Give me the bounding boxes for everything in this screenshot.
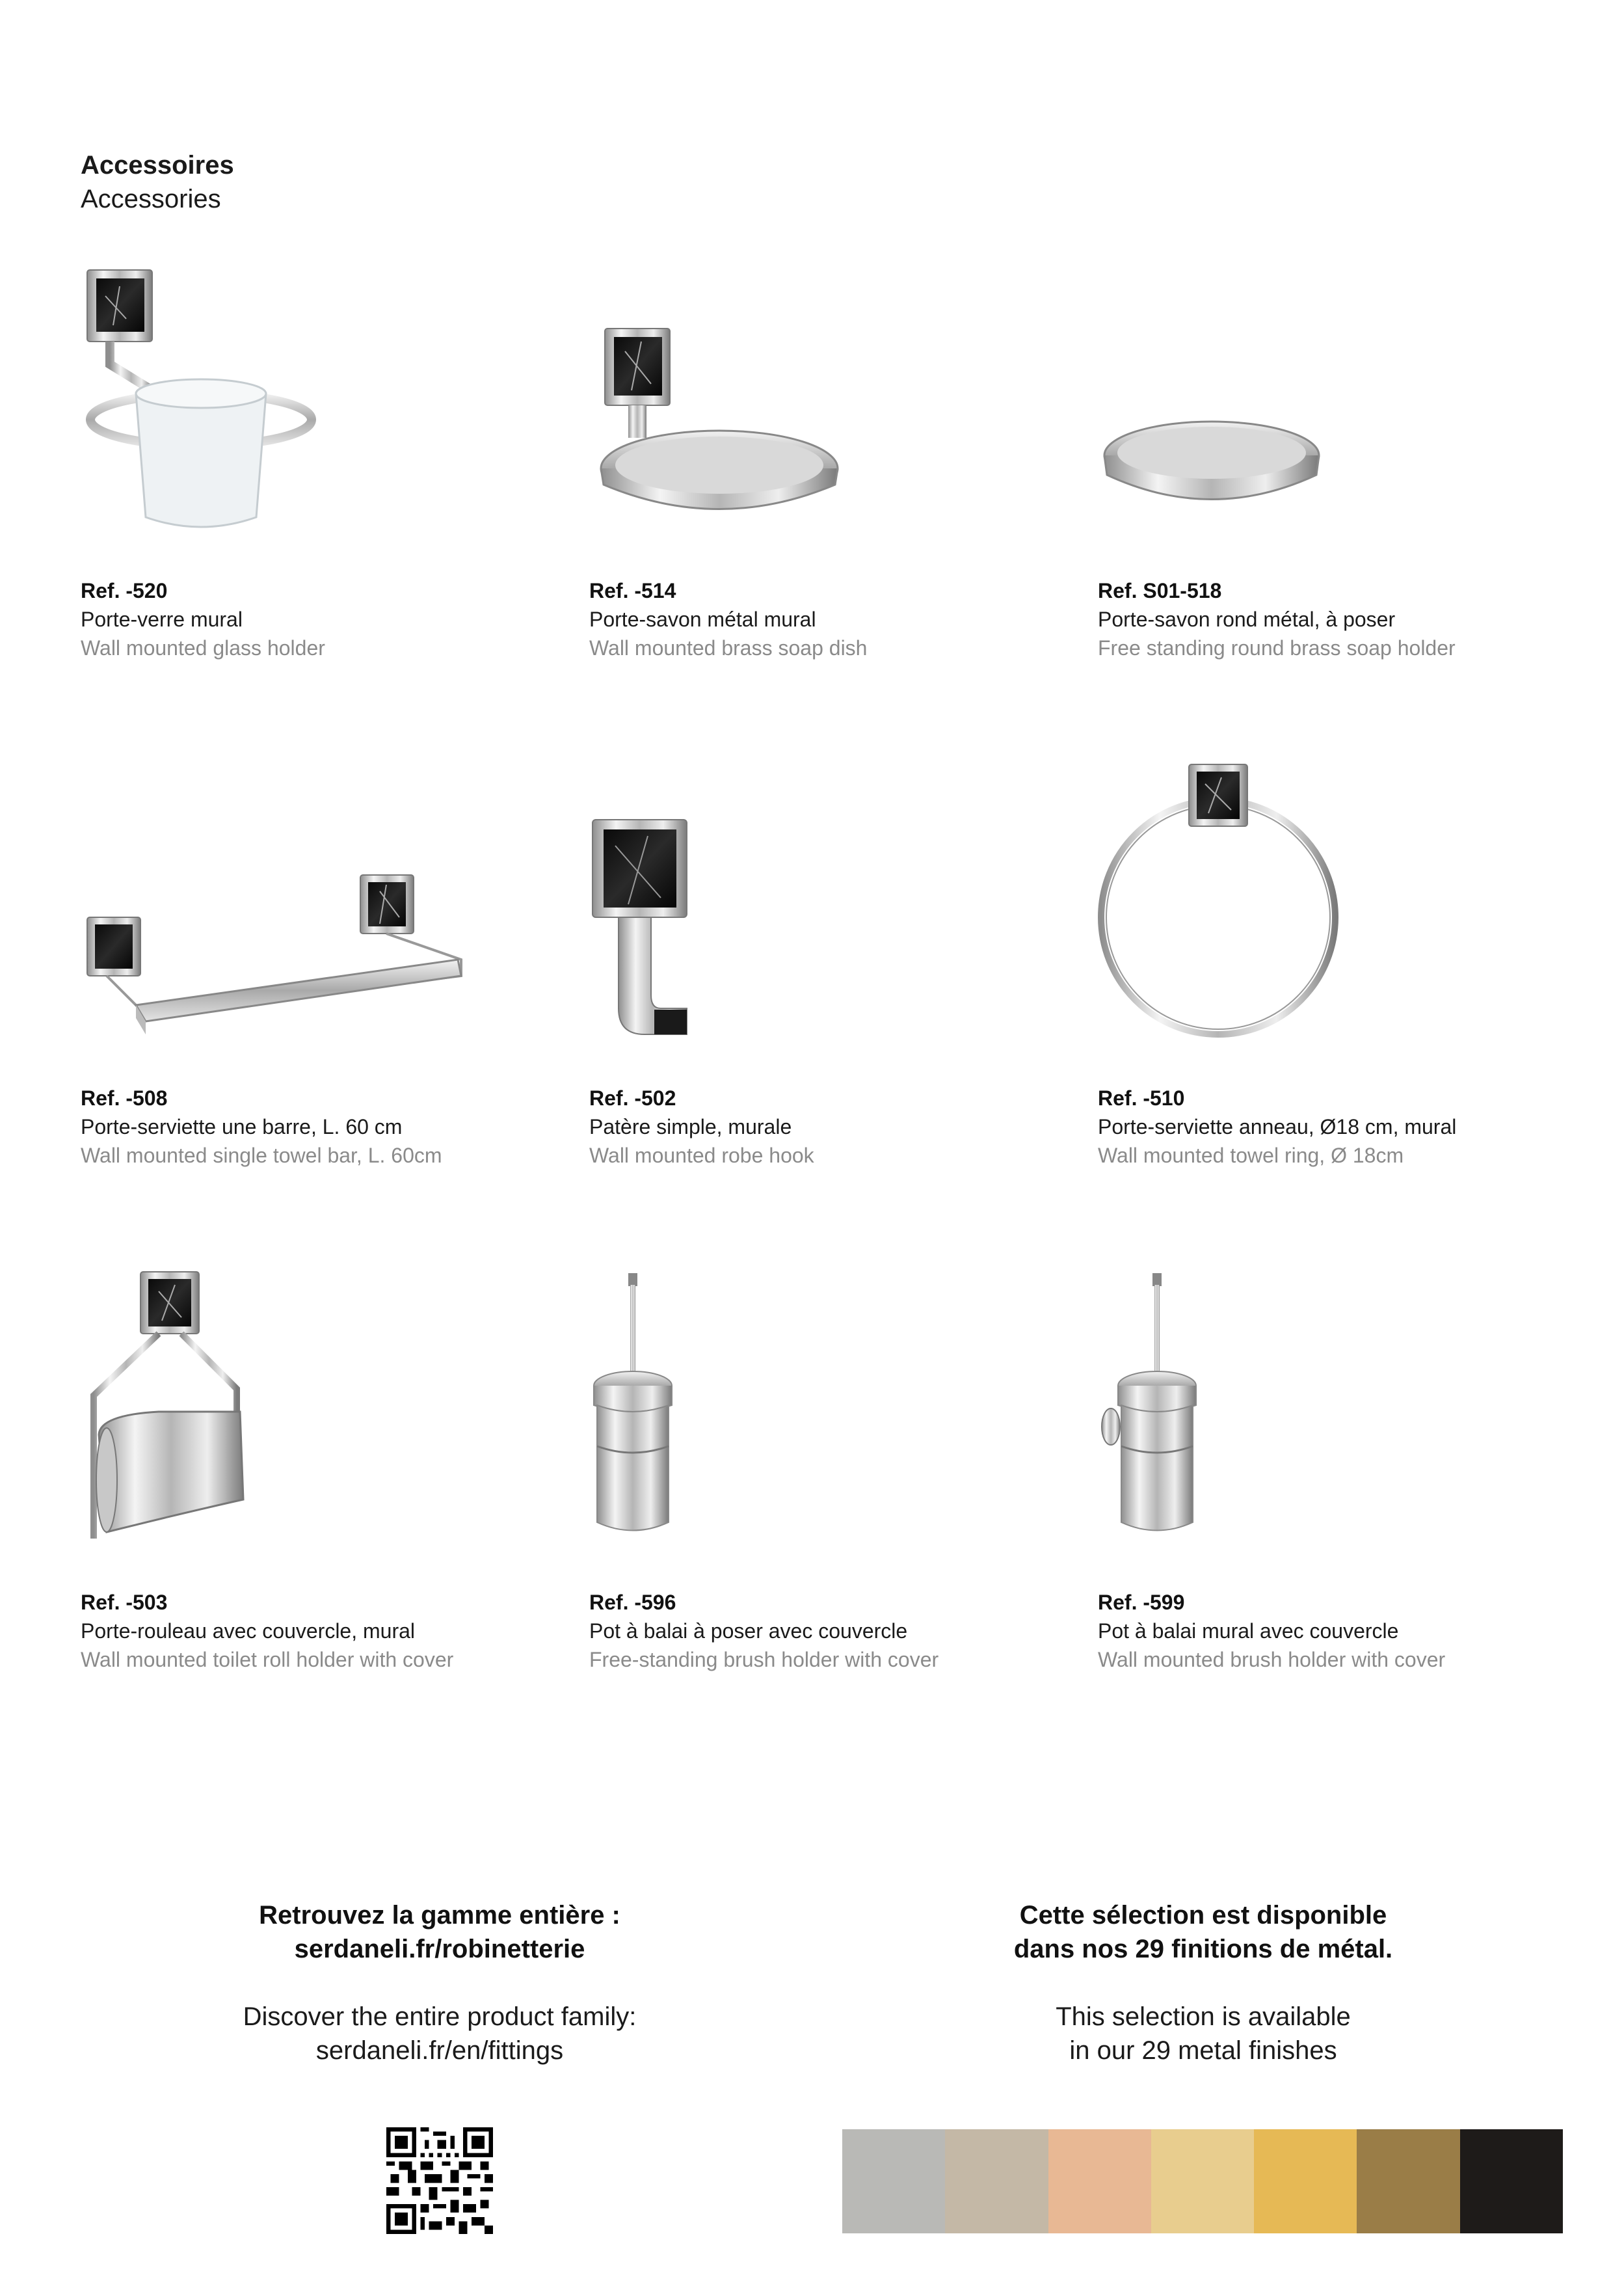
footer-range-fr-link[interactable]: serdaneli.fr/robinetterie <box>294 1935 585 1963</box>
product-name-en: Wall mounted brush holder with cover <box>1098 1648 1446 1671</box>
finish-swatch-2 <box>945 2129 1048 2233</box>
product-caption <box>81 576 325 662</box>
product-image-towel-bar <box>81 761 549 1047</box>
product-name-fr: Porte-savon métal mural <box>589 608 816 631</box>
product-name-en: Wall mounted towel ring, Ø 18cm <box>1098 1144 1404 1167</box>
product-ref: Ref. -514 <box>589 579 676 602</box>
product-image-round-soap-holder <box>1098 260 1566 540</box>
product-name-en: Wall mounted single towel bar, L. 60cm <box>81 1144 442 1167</box>
footer-range-en-link[interactable]: serdaneli.fr/en/fittings <box>315 2036 564 2065</box>
product-caption <box>589 1084 814 1170</box>
product-name-en: Wall mounted robe hook <box>589 1144 814 1167</box>
product-ref: Ref. -599 <box>1098 1591 1185 1614</box>
qr-code[interactable] <box>386 2127 493 2234</box>
page-title-fr: Accessoires <box>81 151 234 180</box>
product-ref: Ref. -520 <box>81 579 168 602</box>
product-caption <box>1098 1084 1456 1170</box>
product-name-en: Wall mounted toilet roll holder with cover <box>81 1648 454 1671</box>
finish-swatch-3 <box>1048 2129 1151 2233</box>
product-caption <box>589 1588 938 1674</box>
footer-finishes-en-line1: This selection is available <box>1056 2002 1351 2031</box>
finish-swatches <box>842 2129 1563 2233</box>
product-image-soap-dish <box>589 260 1058 540</box>
product-ref: Ref. S01-518 <box>1098 579 1222 602</box>
product-ref: Ref. -502 <box>589 1086 676 1110</box>
footer-range-fr-line1: Retrouvez la gamme entière : <box>259 1901 620 1930</box>
product-image-towel-ring <box>1098 761 1566 1047</box>
product-name-fr: Porte-rouleau avec couvercle, mural <box>81 1619 416 1643</box>
finish-swatch-6 <box>1357 2129 1459 2233</box>
product-caption <box>81 1588 453 1674</box>
product-ref: Ref. -508 <box>81 1086 168 1110</box>
product-ref: Ref. -503 <box>81 1591 168 1614</box>
footer-finishes-note <box>911 1898 1496 2067</box>
product-caption <box>1098 576 1456 662</box>
product-name-en: Wall mounted glass holder <box>81 636 325 660</box>
product-caption <box>81 1084 442 1170</box>
page-header <box>81 148 234 216</box>
footer-range-en-line1: Discover the entire product family: <box>243 2002 637 2031</box>
product-name-fr: Porte-savon rond métal, à poser <box>1098 608 1396 631</box>
footer-range-link <box>147 1898 732 2067</box>
finish-swatch-4 <box>1151 2129 1254 2233</box>
product-name-fr: Patère simple, murale <box>589 1115 792 1138</box>
product-name-fr: Porte-serviette anneau, Ø18 cm, mural <box>1098 1115 1457 1138</box>
product-image-brush-holder-free-standing <box>589 1265 1058 1552</box>
product-image-glass-holder <box>81 260 549 540</box>
product-name-fr: Porte-verre mural <box>81 608 243 631</box>
product-name-fr: Pot à balai à poser avec couvercle <box>589 1619 908 1643</box>
product-caption <box>589 576 867 662</box>
product-name-en: Free standing round brass soap holder <box>1098 636 1456 660</box>
finish-swatch-7 <box>1460 2129 1563 2233</box>
footer-finishes-fr-line2: dans nos 29 finitions de métal. <box>1013 1935 1393 1963</box>
finish-swatch-5 <box>1254 2129 1357 2233</box>
product-image-toilet-roll-holder <box>81 1265 549 1552</box>
product-caption <box>1098 1588 1445 1674</box>
page-title-en: Accessories <box>81 185 221 213</box>
product-image-brush-holder-wall <box>1098 1265 1566 1552</box>
product-name-fr: Pot à balai mural avec couvercle <box>1098 1619 1399 1643</box>
footer-finishes-fr-line1: Cette sélection est disponible <box>1019 1901 1387 1930</box>
product-ref: Ref. -596 <box>589 1591 676 1614</box>
finish-swatch-1 <box>842 2129 945 2233</box>
product-ref: Ref. -510 <box>1098 1086 1185 1110</box>
footer-finishes-en-line2: in our 29 metal finishes <box>1069 2036 1337 2065</box>
product-name-fr: Porte-serviette une barre, L. 60 cm <box>81 1115 403 1138</box>
product-name-en: Free-standing brush holder with cover <box>589 1648 939 1671</box>
product-image-robe-hook <box>589 761 1058 1047</box>
product-name-en: Wall mounted brass soap dish <box>589 636 868 660</box>
